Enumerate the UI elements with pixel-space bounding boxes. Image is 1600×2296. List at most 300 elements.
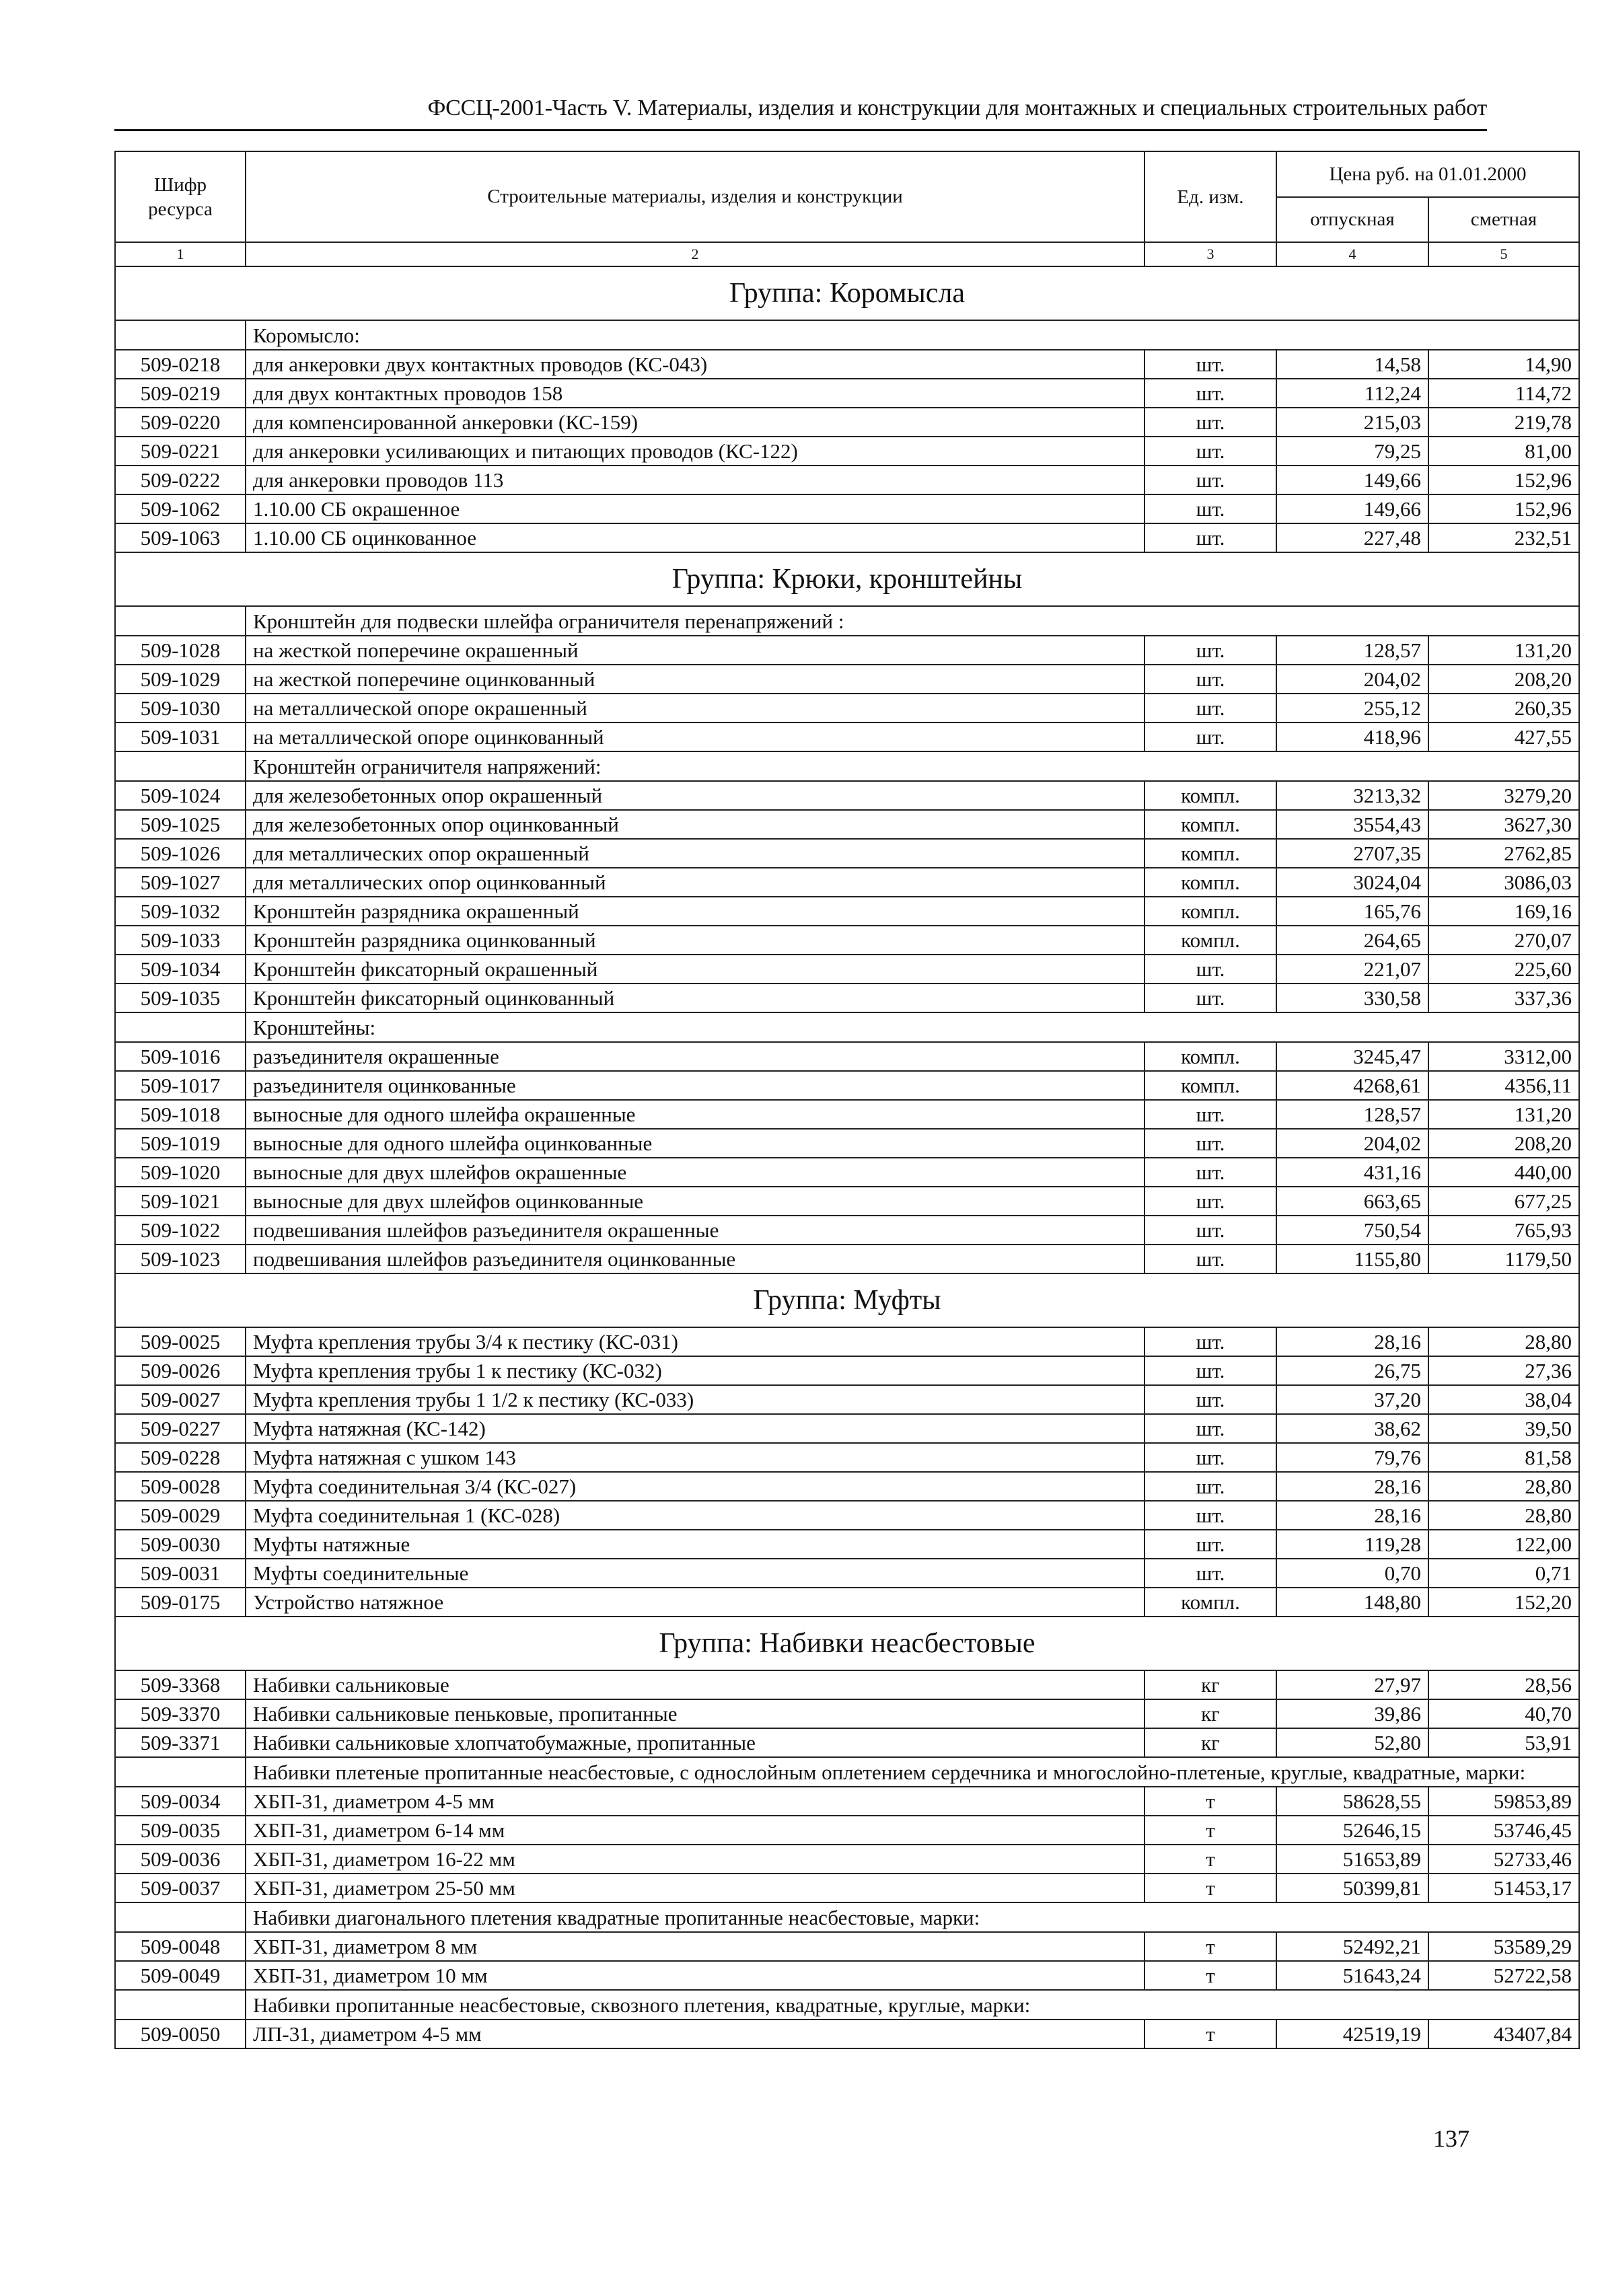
resource-code-cell: 509-1023: [115, 1245, 246, 1273]
resource-code-cell: 509-0036: [115, 1845, 246, 1874]
table-row: [115, 1472, 1579, 1501]
material-name-cell: выносные для двух шлейфов окрашенные: [246, 1158, 1144, 1187]
table-row: [115, 1327, 1579, 1356]
release-price-cell: 79,76: [1276, 1443, 1428, 1472]
unit-cell: шт.: [1144, 694, 1276, 723]
table-row: [115, 1071, 1579, 1100]
unit-cell: т: [1144, 2020, 1276, 2048]
estimate-price-cell: 427,55: [1428, 723, 1579, 751]
material-name-cell: Муфта соединительная 1 (КС-028): [246, 1501, 1144, 1530]
material-name-cell: Набивки сальниковые: [246, 1670, 1144, 1699]
table-row: [115, 1530, 1579, 1559]
release-price-cell: 51643,24: [1276, 1961, 1428, 1990]
material-name-cell: для анкеровки двух контактных проводов (КС-043): [246, 350, 1144, 379]
material-name-cell: Муфта натяжная (КС-142): [246, 1414, 1144, 1443]
material-name-cell: для металлических опор окрашенный: [246, 839, 1144, 868]
table-body: [115, 266, 1579, 2048]
estimate-price-cell: 232,51: [1428, 523, 1579, 552]
resource-code-cell: 509-3370: [115, 1699, 246, 1728]
estimate-price-cell: 765,93: [1428, 1216, 1579, 1245]
estimate-price-cell: 219,78: [1428, 408, 1579, 437]
release-price-cell: 221,07: [1276, 955, 1428, 984]
estimate-price-cell: 114,72: [1428, 379, 1579, 408]
material-name-cell: 1.10.00 СБ окрашенное: [246, 494, 1144, 523]
table-row: [115, 955, 1579, 984]
estimate-price-cell: 28,56: [1428, 1670, 1579, 1699]
release-price-cell: 52646,15: [1276, 1816, 1428, 1845]
material-name-cell: на металлической опоре оцинкованный: [246, 723, 1144, 751]
unit-cell: компл.: [1144, 926, 1276, 955]
release-price-cell: 750,54: [1276, 1216, 1428, 1245]
resource-code-cell: 509-1063: [115, 523, 246, 552]
release-price-cell: 3213,32: [1276, 781, 1428, 810]
material-name-cell: для анкеровки усиливающих и питающих проводов (КС-122): [246, 437, 1144, 466]
table-row: [115, 636, 1579, 665]
unit-cell: шт.: [1144, 723, 1276, 751]
estimate-price-cell: 28,80: [1428, 1501, 1579, 1530]
header-row-top: [115, 151, 1579, 197]
release-price-cell: 58628,55: [1276, 1787, 1428, 1816]
estimate-price-cell: 1179,50: [1428, 1245, 1579, 1273]
running-header: ФССЦ-2001-Часть V. Материалы, изделия и конструкции для монтажных и специальных строительных работ: [427, 96, 1487, 120]
table-row: [115, 694, 1579, 723]
unit-cell: шт.: [1144, 955, 1276, 984]
release-price-cell: 215,03: [1276, 408, 1428, 437]
table-row: [115, 897, 1579, 926]
resource-code-cell: 509-0220: [115, 408, 246, 437]
resource-code-cell: 509-0026: [115, 1356, 246, 1385]
table-row: [115, 1042, 1579, 1071]
resource-code-cell: 509-1029: [115, 665, 246, 694]
estimate-price-cell: 27,36: [1428, 1356, 1579, 1385]
material-name-cell: ХБП-31, диаметром 10 мм: [246, 1961, 1144, 1990]
unit-cell: компл.: [1144, 839, 1276, 868]
release-price-cell: 39,86: [1276, 1699, 1428, 1728]
header-unit: Ед. изм.: [1144, 151, 1276, 242]
table-row: [115, 926, 1579, 955]
release-price-cell: 119,28: [1276, 1530, 1428, 1559]
resource-code-cell: 509-1030: [115, 694, 246, 723]
subgroup-caption-row: [115, 320, 1579, 350]
estimate-price-cell: 53,91: [1428, 1728, 1579, 1757]
unit-cell: шт.: [1144, 379, 1276, 408]
estimate-price-cell: 225,60: [1428, 955, 1579, 984]
resource-code-cell: 509-1019: [115, 1129, 246, 1158]
table-row: [115, 1216, 1579, 1245]
estimate-price-cell: 14,90: [1428, 350, 1579, 379]
unit-cell: шт.: [1144, 466, 1276, 494]
release-price-cell: 50399,81: [1276, 1874, 1428, 1902]
material-name-cell: подвешивания шлейфов разъединителя окрашенные: [246, 1216, 1144, 1245]
release-price-cell: 3024,04: [1276, 868, 1428, 897]
table-row: [115, 1356, 1579, 1385]
unit-cell: шт.: [1144, 408, 1276, 437]
unit-cell: шт.: [1144, 1356, 1276, 1385]
table-row: [115, 2020, 1579, 2048]
release-price-cell: 42519,19: [1276, 2020, 1428, 2048]
table-row: [115, 408, 1579, 437]
column-number: 5: [1428, 242, 1579, 266]
material-name-cell: Муфты соединительные: [246, 1559, 1144, 1588]
table-row: [115, 1187, 1579, 1216]
price-table: [114, 151, 1580, 2049]
resource-code-cell: 509-1032: [115, 897, 246, 926]
release-price-cell: 38,62: [1276, 1414, 1428, 1443]
unit-cell: шт.: [1144, 665, 1276, 694]
material-name-cell: ХБП-31, диаметром 16-22 мм: [246, 1845, 1144, 1874]
unit-cell: т: [1144, 1845, 1276, 1874]
release-price-cell: 28,16: [1276, 1472, 1428, 1501]
table-row: [115, 1588, 1579, 1617]
table-row: [115, 1245, 1579, 1273]
resource-code-cell: 509-0227: [115, 1414, 246, 1443]
resource-code-cell: 509-0029: [115, 1501, 246, 1530]
subgroup-caption: Набивки пропитанные неасбестовые, сквозного плетения, квадратные, круглые, марки:: [246, 1990, 1579, 2020]
group-title: Группа: Муфты: [115, 1273, 1579, 1327]
release-price-cell: 255,12: [1276, 694, 1428, 723]
material-name-cell: разъединителя оцинкованные: [246, 1071, 1144, 1100]
release-price-cell: 3245,47: [1276, 1042, 1428, 1071]
unit-cell: шт.: [1144, 494, 1276, 523]
unit-cell: кг: [1144, 1670, 1276, 1699]
estimate-price-cell: 52733,46: [1428, 1845, 1579, 1874]
table-row: [115, 1699, 1579, 1728]
unit-cell: шт.: [1144, 1559, 1276, 1588]
column-number: 2: [246, 242, 1144, 266]
release-price-cell: 431,16: [1276, 1158, 1428, 1187]
estimate-price-cell: 3312,00: [1428, 1042, 1579, 1071]
release-price-cell: 27,97: [1276, 1670, 1428, 1699]
material-name-cell: ХБП-31, диаметром 4-5 мм: [246, 1787, 1144, 1816]
resource-code-cell: 509-0219: [115, 379, 246, 408]
unit-cell: шт.: [1144, 1501, 1276, 1530]
estimate-price-cell: 2762,85: [1428, 839, 1579, 868]
material-name-cell: ХБП-31, диаметром 25-50 мм: [246, 1874, 1144, 1902]
material-name-cell: Муфты натяжные: [246, 1530, 1144, 1559]
estimate-price-cell: 260,35: [1428, 694, 1579, 723]
table-row: [115, 839, 1579, 868]
release-price-cell: 3554,43: [1276, 810, 1428, 839]
table-row: [115, 1816, 1579, 1845]
material-name-cell: подвешивания шлейфов разъединителя оцинкованные: [246, 1245, 1144, 1273]
release-price-cell: 112,24: [1276, 379, 1428, 408]
empty-code-cell: [115, 1990, 246, 2020]
table-row: [115, 1961, 1579, 1990]
resource-code-cell: 509-0025: [115, 1327, 246, 1356]
estimate-price-cell: 52722,58: [1428, 1961, 1579, 1990]
empty-code-cell: [115, 606, 246, 636]
unit-cell: шт.: [1144, 1245, 1276, 1273]
unit-cell: шт.: [1144, 437, 1276, 466]
resource-code-cell: 509-1035: [115, 984, 246, 1012]
table-row: [115, 810, 1579, 839]
subgroup-caption-row: [115, 1757, 1579, 1787]
release-price-cell: 28,16: [1276, 1501, 1428, 1530]
release-price-cell: 26,75: [1276, 1356, 1428, 1385]
unit-cell: шт.: [1144, 1443, 1276, 1472]
resource-code-cell: 509-0048: [115, 1932, 246, 1961]
group-title: Группа: Набивки неасбестовые: [115, 1617, 1579, 1670]
resource-code-cell: 509-0050: [115, 2020, 246, 2048]
resource-code-cell: 509-1033: [115, 926, 246, 955]
column-number: 1: [115, 242, 246, 266]
release-price-cell: 14,58: [1276, 350, 1428, 379]
unit-cell: компл.: [1144, 1042, 1276, 1071]
unit-cell: шт.: [1144, 1100, 1276, 1129]
unit-cell: т: [1144, 1816, 1276, 1845]
estimate-price-cell: 39,50: [1428, 1414, 1579, 1443]
material-name-cell: на металлической опоре окрашенный: [246, 694, 1144, 723]
table-row: [115, 437, 1579, 466]
resource-code-cell: 509-1025: [115, 810, 246, 839]
unit-cell: т: [1144, 1787, 1276, 1816]
subgroup-caption: Коромысло:: [246, 320, 1579, 350]
resource-code-cell: 509-0035: [115, 1816, 246, 1845]
estimate-price-cell: 3279,20: [1428, 781, 1579, 810]
resource-code-cell: 509-0228: [115, 1443, 246, 1472]
unit-cell: шт.: [1144, 1187, 1276, 1216]
material-name-cell: Муфта крепления трубы 1 к пестику (КС-032): [246, 1356, 1144, 1385]
release-price-cell: 204,02: [1276, 665, 1428, 694]
table-row: [115, 1158, 1579, 1187]
subgroup-caption-row: [115, 606, 1579, 636]
release-price-cell: 37,20: [1276, 1385, 1428, 1414]
release-price-cell: 149,66: [1276, 494, 1428, 523]
material-name-cell: для компенсированной анкеровки (КС-159): [246, 408, 1144, 437]
header-name: Строительные материалы, изделия и конструкции: [246, 151, 1144, 242]
material-name-cell: для двух контактных проводов 158: [246, 379, 1144, 408]
material-name-cell: ХБП-31, диаметром 6-14 мм: [246, 1816, 1144, 1845]
unit-cell: компл.: [1144, 1588, 1276, 1617]
unit-cell: шт.: [1144, 636, 1276, 665]
subgroup-caption-row: [115, 751, 1579, 781]
subgroup-caption-row: [115, 1990, 1579, 2020]
estimate-price-cell: 131,20: [1428, 636, 1579, 665]
material-name-cell: на жесткой поперечине окрашенный: [246, 636, 1144, 665]
subgroup-caption-row: [115, 1902, 1579, 1932]
material-name-cell: ЛП-31, диаметром 4-5 мм: [246, 2020, 1144, 2048]
material-name-cell: Кронштейн фиксаторный оцинкованный: [246, 984, 1144, 1012]
material-name-cell: ХБП-31, диаметром 8 мм: [246, 1932, 1144, 1961]
estimate-price-cell: 59853,89: [1428, 1787, 1579, 1816]
unit-cell: шт.: [1144, 1530, 1276, 1559]
material-name-cell: Кронштейн разрядника окрашенный: [246, 897, 1144, 926]
estimate-price-cell: 81,00: [1428, 437, 1579, 466]
unit-cell: шт.: [1144, 523, 1276, 552]
material-name-cell: 1.10.00 СБ оцинкованное: [246, 523, 1144, 552]
resource-code-cell: 509-0218: [115, 350, 246, 379]
estimate-price-cell: 152,96: [1428, 466, 1579, 494]
estimate-price-cell: 3086,03: [1428, 868, 1579, 897]
unit-cell: компл.: [1144, 781, 1276, 810]
estimate-price-cell: 131,20: [1428, 1100, 1579, 1129]
resource-code-cell: 509-1028: [115, 636, 246, 665]
resource-code-cell: 509-3368: [115, 1670, 246, 1699]
resource-code-cell: 509-1026: [115, 839, 246, 868]
unit-cell: т: [1144, 1874, 1276, 1902]
material-name-cell: Кронштейн разрядника оцинкованный: [246, 926, 1144, 955]
resource-code-cell: 509-1027: [115, 868, 246, 897]
table-row: [115, 868, 1579, 897]
table-row: [115, 523, 1579, 552]
release-price-cell: 149,66: [1276, 466, 1428, 494]
release-price-cell: 330,58: [1276, 984, 1428, 1012]
table-row: [115, 1385, 1579, 1414]
material-name-cell: выносные для одного шлейфа окрашенные: [246, 1100, 1144, 1129]
column-number: 3: [1144, 242, 1276, 266]
table-row: [115, 1728, 1579, 1757]
material-name-cell: Устройство натяжное: [246, 1588, 1144, 1617]
estimate-price-cell: 122,00: [1428, 1530, 1579, 1559]
column-number-row: [115, 242, 1579, 266]
table-row: [115, 1874, 1579, 1902]
unit-cell: компл.: [1144, 868, 1276, 897]
release-price-cell: 663,65: [1276, 1187, 1428, 1216]
resource-code-cell: 509-0031: [115, 1559, 246, 1588]
header-code: Шифр ресурса: [115, 151, 246, 242]
table-row: [115, 1670, 1579, 1699]
resource-code-cell: 509-1034: [115, 955, 246, 984]
unit-cell: шт.: [1144, 1414, 1276, 1443]
table-row: [115, 1787, 1579, 1816]
release-price-cell: 2707,35: [1276, 839, 1428, 868]
table-row: [115, 494, 1579, 523]
estimate-price-cell: 81,58: [1428, 1443, 1579, 1472]
table-row: [115, 466, 1579, 494]
material-name-cell: Муфта соединительная 3/4 (КС-027): [246, 1472, 1144, 1501]
table-row: [115, 665, 1579, 694]
group-heading-row: [115, 1273, 1579, 1327]
page-number: 137: [1433, 2125, 1469, 2152]
table-row: [115, 1932, 1579, 1961]
resource-code-cell: 509-1018: [115, 1100, 246, 1129]
estimate-price-cell: 53746,45: [1428, 1816, 1579, 1845]
empty-code-cell: [115, 1757, 246, 1787]
estimate-price-cell: 337,36: [1428, 984, 1579, 1012]
subgroup-caption: Набивки плетеные пропитанные неасбестовые, с однослойным оплетением сердечника и многослойно-плетеные, круглые, квадратные, марки:: [246, 1757, 1579, 1787]
resource-code-cell: 509-0221: [115, 437, 246, 466]
material-name-cell: на жесткой поперечине оцинкованный: [246, 665, 1144, 694]
subgroup-caption-row: [115, 1012, 1579, 1042]
release-price-cell: 165,76: [1276, 897, 1428, 926]
resource-code-cell: 509-1024: [115, 781, 246, 810]
estimate-price-cell: 677,25: [1428, 1187, 1579, 1216]
header-estimate-price: сметная: [1428, 197, 1579, 242]
release-price-cell: 52492,21: [1276, 1932, 1428, 1961]
unit-cell: компл.: [1144, 1071, 1276, 1100]
resource-code-cell: 509-0175: [115, 1588, 246, 1617]
estimate-price-cell: 28,80: [1428, 1327, 1579, 1356]
table-row: [115, 723, 1579, 751]
table-row: [115, 1443, 1579, 1472]
material-name-cell: для металлических опор оцинкованный: [246, 868, 1144, 897]
table-row: [115, 984, 1579, 1012]
estimate-price-cell: 270,07: [1428, 926, 1579, 955]
unit-cell: шт.: [1144, 1327, 1276, 1356]
table-row: [115, 1414, 1579, 1443]
unit-cell: шт.: [1144, 350, 1276, 379]
estimate-price-cell: 53589,29: [1428, 1932, 1579, 1961]
group-title: Группа: Крюки, кронштейны: [115, 552, 1579, 606]
estimate-price-cell: 4356,11: [1428, 1071, 1579, 1100]
unit-cell: шт.: [1144, 1129, 1276, 1158]
unit-cell: кг: [1144, 1728, 1276, 1757]
release-price-cell: 418,96: [1276, 723, 1428, 751]
resource-code-cell: 509-0034: [115, 1787, 246, 1816]
resource-code-cell: 509-1020: [115, 1158, 246, 1187]
estimate-price-cell: 152,96: [1428, 494, 1579, 523]
table-row: [115, 379, 1579, 408]
table-row: [115, 1559, 1579, 1588]
table-row: [115, 350, 1579, 379]
material-name-cell: выносные для одного шлейфа оцинкованные: [246, 1129, 1144, 1158]
material-name-cell: для железобетонных опор окрашенный: [246, 781, 1144, 810]
table-header: [115, 151, 1579, 266]
estimate-price-cell: 0,71: [1428, 1559, 1579, 1588]
unit-cell: шт.: [1144, 1216, 1276, 1245]
estimate-price-cell: 152,20: [1428, 1588, 1579, 1617]
estimate-price-cell: 43407,84: [1428, 2020, 1579, 2048]
release-price-cell: 0,70: [1276, 1559, 1428, 1588]
release-price-cell: 204,02: [1276, 1129, 1428, 1158]
release-price-cell: 79,25: [1276, 437, 1428, 466]
unit-cell: шт.: [1144, 1385, 1276, 1414]
release-price-cell: 227,48: [1276, 523, 1428, 552]
release-price-cell: 51653,89: [1276, 1845, 1428, 1874]
resource-code-cell: 509-0027: [115, 1385, 246, 1414]
estimate-price-cell: 440,00: [1428, 1158, 1579, 1187]
unit-cell: т: [1144, 1932, 1276, 1961]
group-heading-row: [115, 552, 1579, 606]
unit-cell: шт.: [1144, 1472, 1276, 1501]
subgroup-caption: Набивки диагонального плетения квадратные пропитанные неасбестовые, марки:: [246, 1902, 1579, 1932]
resource-code-cell: 509-3371: [115, 1728, 246, 1757]
unit-cell: компл.: [1144, 810, 1276, 839]
table-row: [115, 1129, 1579, 1158]
empty-code-cell: [115, 1012, 246, 1042]
material-name-cell: для анкеровки проводов 113: [246, 466, 1144, 494]
resource-code-cell: 509-1016: [115, 1042, 246, 1071]
table-row: [115, 1845, 1579, 1874]
estimate-price-cell: 208,20: [1428, 1129, 1579, 1158]
estimate-price-cell: 38,04: [1428, 1385, 1579, 1414]
resource-code-cell: 509-1022: [115, 1216, 246, 1245]
material-name-cell: разъединителя окрашенные: [246, 1042, 1144, 1071]
estimate-price-cell: 3627,30: [1428, 810, 1579, 839]
release-price-cell: 128,57: [1276, 1100, 1428, 1129]
unit-cell: шт.: [1144, 1158, 1276, 1187]
release-price-cell: 4268,61: [1276, 1071, 1428, 1100]
group-heading-row: [115, 266, 1579, 320]
estimate-price-cell: 169,16: [1428, 897, 1579, 926]
unit-cell: компл.: [1144, 897, 1276, 926]
subgroup-caption: Кронштейн для подвески шлейфа ограничителя перенапряжений :: [246, 606, 1579, 636]
material-name-cell: Набивки сальниковые пеньковые, пропитанные: [246, 1699, 1144, 1728]
release-price-cell: 52,80: [1276, 1728, 1428, 1757]
estimate-price-cell: 40,70: [1428, 1699, 1579, 1728]
column-number: 4: [1276, 242, 1428, 266]
material-name-cell: выносные для двух шлейфов оцинкованные: [246, 1187, 1144, 1216]
resource-code-cell: 509-0049: [115, 1961, 246, 1990]
empty-code-cell: [115, 1902, 246, 1932]
material-name-cell: Муфта натяжная с ушком 143: [246, 1443, 1144, 1472]
empty-code-cell: [115, 320, 246, 350]
material-name-cell: Муфта крепления трубы 1 1/2 к пестику (КС-033): [246, 1385, 1144, 1414]
release-price-cell: 128,57: [1276, 636, 1428, 665]
release-price-cell: 264,65: [1276, 926, 1428, 955]
subgroup-caption: Кронштейн ограничителя напряжений:: [246, 751, 1579, 781]
subgroup-caption: Кронштейны:: [246, 1012, 1579, 1042]
